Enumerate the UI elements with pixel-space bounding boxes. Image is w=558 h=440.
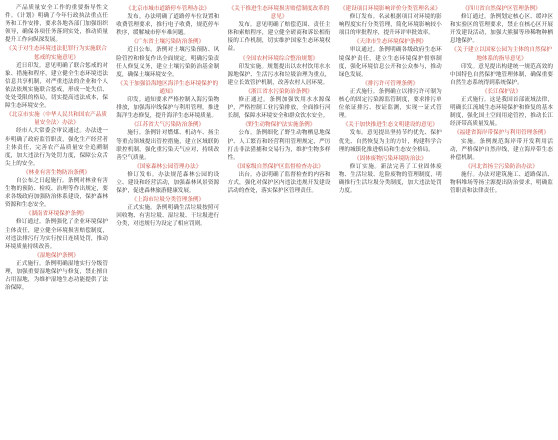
- article-title: 《全国农村环境综合整治规划》: [239, 55, 319, 62]
- article: [116, 38, 219, 78]
- article: [116, 196, 219, 228]
- article-title: 《浙江省水污染防治条例》: [245, 88, 313, 95]
- article: [5, 252, 108, 292]
- article-body: 施行。办法对建筑施工、道路保洁、物料堆场等扬尘源提出防治要求，明确监管职责和法律责任。: [450, 171, 553, 195]
- text-column-1: [5, 4, 108, 438]
- article-body: 审议通过。条例明确各级政府生态环境保护责任，建立生态环境保护督察制度，强化环境信息公开和公众参与，推动绿色发展。: [338, 47, 442, 78]
- article: [450, 46, 553, 86]
- article-body: 近日印发。意见明确了联合惩戒的对象、措施和程序，建立健全生态环境违法信息共享机制，对严重违法的企业和个人依法依规实施联合惩戒，形成一处失信、处处受限的格局，切实提高违法成本，保障生态环境安全。: [5, 62, 108, 110]
- article-title: 《河北省扬尘污染防治办法》: [465, 163, 538, 170]
- article-body: 印发。意见提出构建统一规范高效的中国特色自然保护地管理体制，确保重要自然生态系统得到系统保护。: [450, 63, 553, 86]
- article-title: 《湖南省环境保护条例》: [25, 211, 88, 218]
- article-body: 修正通过。条例加强饮用水水源保护，严格控制工业污染排放，全面推行河长制，保障水环境安全和群众饮水安全。: [227, 97, 331, 120]
- article: [5, 111, 108, 168]
- article-title: 《天津市生态环境保护条例》: [353, 39, 427, 46]
- text-column-2: [116, 4, 219, 438]
- article: [5, 45, 108, 110]
- article-title: 《关于加强沿海地区海洋生态环境保护的通知》: [117, 80, 219, 95]
- article-body: 印发。通知要求严格控制入海污染物排放，加强海岸线保护与利用管理，推进海洋生态修复，提升海洋生态环境质量。: [116, 97, 220, 120]
- text-column-4: [339, 4, 442, 438]
- text-column-5: [450, 4, 553, 438]
- article-title: 《排污许可管理条例》: [362, 80, 419, 87]
- article-body: 正式施行。条例明确湿地实行分级管理，加强重要湿地保护与修复，禁止擅自占用湿地，为维护湿地生态功能提供了法治保障。: [5, 260, 108, 292]
- article-body: 修订发布。名录根据项目对环境的影响程度实行分类管理，简化环境影响较小项目的审批程序，提升环评审批效率。: [338, 14, 442, 37]
- article-body: 修订发布。办法规范森林公园的设立、建设和经营活动，加强森林风景资源保护，促进森林旅游健康发展。: [116, 171, 220, 195]
- article-body: 施行。条例针对燃煤、机动车、扬尘等重点领域提出管控措施，建立区域联防联控机制，强化重污染天气应对，持续改善空气质量。: [116, 130, 220, 161]
- article: [116, 80, 219, 120]
- article-body: 产品质量安全工作的重要指导性文件。《计划》明确了今年行政执法重点任务和工作安排，要求各地各部门加强组织领导，确保各项任务落到实处，推动质量提升工作向纵深发展。: [5, 5, 108, 44]
- article-body: 修订实施。新法完善了工业固体废物、生活垃圾、危险废物的管理制度，明确推行生活垃圾分类制度，加大违法处罚力度。: [338, 163, 442, 195]
- article-body: 近日公布。条例对土壤污染预防、风险管控和修复作出全面规定，明确污染责任人修复义务，建立土壤污染防治基金制度，确保土壤环境安全。: [116, 47, 220, 78]
- article: [339, 5, 442, 37]
- article: [5, 4, 108, 44]
- article: [116, 5, 219, 37]
- article-body: 实施。条例规范海岸带开发利用活动，严格保护自然岸线，建立海岸带生态补偿机制。: [450, 138, 553, 161]
- article-body: 发布。意见明确了赔偿范围、责任主体和索赔程序，建立健全磋商和诉讼相衔接的工作机制，切实维护国家生态环境权益。: [227, 22, 331, 53]
- article: [450, 129, 553, 161]
- article: [228, 121, 331, 161]
- article-title: 《国家森林公园管理办法》: [134, 163, 202, 170]
- article-body: 发布。办法明确了道路停车位设置和收费管理要求，推行电子收费，规范停车秩序，缓解城市停车难问题。: [116, 14, 220, 37]
- article-body: 修订通过。条例划定核心区、缓冲区和实验区的管理要求，禁止在核心区开展开发建设活动，加强大熊猫等珍稀物种栖息地保护。: [450, 14, 553, 45]
- article: [228, 88, 331, 120]
- article-title: 《广东省土壤污染防治条例》: [131, 39, 205, 46]
- article-title: 《北京市实施〈中华人民共和国农产品质量安全法〉办法》: [6, 112, 107, 127]
- article: [116, 163, 219, 195]
- article: [339, 38, 442, 78]
- text-column-3: [228, 4, 331, 438]
- article: [5, 169, 108, 209]
- article: [450, 5, 553, 45]
- article-title: 《关于推进生态环境损害赔偿制度改革的意见》: [228, 6, 330, 21]
- article-body: 自公布之日起施行。条例对林业有害生物的预防、检疫、治理等作出规定，要求各级政府加强防治体系建设，保护森林资源和生态安全。: [5, 177, 108, 209]
- article-title: 《建设项目环境影响评价分类管理名录》: [339, 6, 441, 12]
- article-body: 正式实施。条例明确生活垃圾按照可回收物、有害垃圾、湿垃圾、干垃圾进行分类，对违规行为设定了相应罚则。: [116, 205, 220, 228]
- article-body: 经市人大常委会审议通过。办法进一步明确了政府监管职责，强化生产经营者主体责任，完善农产品质量安全追溯制度，加大违法行为处罚力度，保障公众舌尖上的安全。: [5, 128, 108, 167]
- article-title: 《江苏省大气污染防治条例》: [131, 122, 205, 129]
- article: [228, 5, 331, 54]
- article-title: 《湿地保护条例》: [34, 252, 79, 259]
- article-title: 《北京市城市道路停车管理办法》: [125, 6, 210, 12]
- article-body: 正式施行。条例确立以排污许可制为核心的固定污染源监管制度，要求排污单位依证排污、按证监测，实现一证式管理。: [338, 88, 442, 120]
- article-body: 修订通过。条例强化了企业环境保护主体责任，建立健全环境损害赔偿制度，对违法排污行为实行按日连续处罚，推动环境质量持续改善。: [5, 219, 108, 250]
- article: [450, 88, 553, 128]
- article-title: 《长江保护法》: [481, 88, 522, 95]
- article: [339, 80, 442, 120]
- article-body: 公布。条例细化了野生动物栖息地保护、人工繁育和经营利用管理规定，严厉打击非法猎捕和交易行为，维护生物多样性。: [227, 130, 331, 161]
- article: [228, 55, 331, 87]
- article-title: 《国家级自然保护区监督检查办法》: [234, 163, 324, 170]
- article: [339, 121, 442, 153]
- article-body: 印发实施。规划提出以农村饮用水水源地保护、生活污水和垃圾治理为重点，建立长效管护机制，改善农村人居环境。: [227, 63, 331, 86]
- article-title: 《关于加快推进生态文明建设的意见》: [342, 122, 438, 129]
- article-title: 《关于对生态环境违法犯罪行为实施联合惩戒的实施意见》: [6, 46, 107, 61]
- article-title: 《上海市垃圾分类管理条例》: [131, 197, 205, 204]
- article-title: 《福建省海岸带保护与利用管理条例》: [453, 130, 550, 137]
- article-title: 《关于建立以国家公园为主体的自然保护地体系的指导意见》: [451, 47, 552, 62]
- article: [339, 155, 442, 195]
- article-title: 《野生动物保护法实施条例》: [242, 122, 316, 129]
- article: [450, 163, 553, 195]
- article-body: 正式施行。这是我国首部流域法律，明确长江流域生态环境保护和修复的基本制度，强化国土空间用途管控，推动长江经济带高质量发展。: [450, 97, 553, 128]
- article-body: 发布。意见提出坚持节约优先、保护优先、自然恢复为主的方针，构建科学合理的城镇化推进格局和生态安全格局。: [338, 130, 442, 153]
- article-body: 出台。办法明确了监督检查的内容和方式，强化对保护区内违法违规开发建设活动的查处，落实保护区管理责任。: [227, 171, 331, 195]
- article: [116, 121, 219, 161]
- article: [228, 163, 331, 195]
- article: [5, 210, 108, 250]
- article-title: 《四川省自然保护区管理条例》: [462, 6, 541, 12]
- article-title: 《固体废物污染环境防治法》: [353, 155, 427, 162]
- article-title: 《林业有害生物防治条例》: [22, 169, 91, 176]
